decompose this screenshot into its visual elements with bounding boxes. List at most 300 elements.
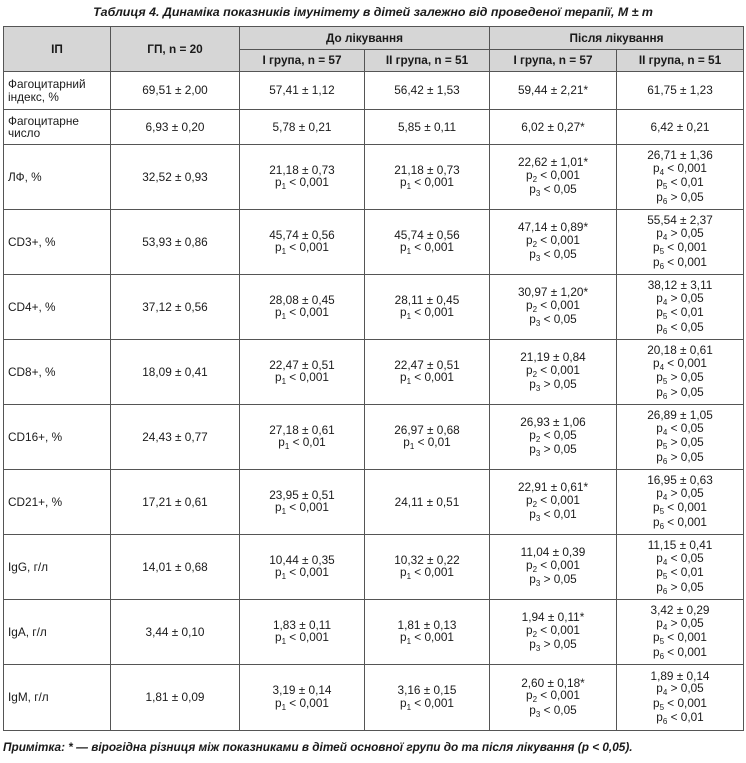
p-symbol: p [656,175,663,189]
cell-gp: 69,51 ± 2,00 [111,72,240,110]
p-value-line [621,552,739,567]
p-comparison: < 0,001 [411,630,454,644]
value-line: 1,81 ± 0,13 [397,617,457,632]
value-line: 56,42 ± 1,53 [394,83,460,98]
value-line: 61,75 ± 1,23 [647,83,713,98]
p-index: 6 [659,521,665,531]
value-line: 2,60 ± 0,18* [521,675,585,690]
cell-a2 [617,665,744,731]
p-comparison: < 0,01 [667,175,704,189]
p-index: 3 [535,319,541,329]
p-symbol: p [400,175,407,189]
p-symbol: p [403,435,410,449]
value-line: 22,47 ± 0,51 [269,357,335,372]
p-symbol: p [656,550,663,565]
p-value-line [621,386,739,401]
p-comparison: < 0,001 [664,644,707,659]
p-value-line [621,501,739,516]
cell-a2 [617,275,744,340]
value-line: 26,89 ± 1,05 [647,408,713,422]
cell-gp: 53,93 ± 0,86 [111,210,240,275]
p-index: 6 [662,717,668,726]
p-index: 1 [281,572,287,581]
cell-a2 [617,110,744,145]
p-symbol: p [656,579,663,594]
p-value-line [244,436,360,451]
p-index: 1 [281,182,287,191]
value-line: 23,95 ± 0,51 [269,487,335,502]
p-symbol: p [275,565,282,579]
p-index: 4 [662,557,668,567]
p-symbol: p [400,370,407,384]
p-value-line [369,436,485,451]
p-symbol: p [656,189,663,204]
p-index: 3 [535,449,541,459]
p-index: 1 [284,442,290,451]
p-comparison: > 0,05 [667,290,704,305]
p-comparison: < 0,05 [540,702,577,717]
cell-b1 [240,145,365,210]
cell-gp: 18,09 ± 0,41 [111,340,240,405]
p-symbol: p [653,695,660,710]
p-value-line [494,234,612,249]
header-row-top [4,27,744,50]
p-index: 6 [662,456,668,466]
p-symbol: p [656,449,663,464]
p-comparison: > 0,05 [667,225,704,240]
p-value-line [494,169,612,184]
p-symbol: p [656,225,663,240]
value-line: 3,16 ± 0,15 [397,683,457,697]
table-row [4,145,744,210]
p-comparison: < 0,001 [664,514,707,529]
cell-gp: 32,52 ± 0,93 [111,145,240,210]
value-line: 3,19 ± 0,14 [272,683,332,697]
p-symbol: p [529,702,536,717]
p-value-line [621,371,739,386]
p-comparison: < 0,001 [664,160,707,175]
p-symbol: p [656,681,663,695]
p-symbol: p [656,565,663,579]
row-label: Фагоцитарне число [4,110,111,145]
p-value-line [621,617,739,632]
p-symbol: p [529,507,536,522]
cell-b2 [365,275,490,340]
p-comparison: < 0,001 [537,557,580,572]
p-comparison: < 0,001 [286,175,329,189]
p-index: 6 [662,391,668,401]
cell-gp: 37,12 ± 0,56 [111,275,240,340]
p-comparison: > 0,05 [667,370,704,384]
cell-gp: 14,01 ± 0,68 [111,535,240,600]
p-index: 3 [535,709,541,719]
p-symbol: p [653,644,660,659]
p-comparison: < 0,01 [540,507,577,522]
p-symbol: p [656,384,663,399]
header-before-group2: ІІ група, n = 51 [365,50,490,72]
p-symbol: p [275,695,282,710]
value-line: 11,04 ± 0,39 [520,545,586,560]
cell-gp: 3,44 ± 0,10 [111,600,240,665]
row-label: IgG, г/л [4,535,111,600]
p-index: 4 [659,362,665,372]
value-line: 26,93 ± 1,06 [520,415,586,430]
p-symbol: p [278,435,285,449]
p-index: 5 [662,377,668,386]
p-value-line [621,227,739,242]
p-value-line [621,646,739,661]
p-index: 1 [406,312,412,321]
p-index: 6 [662,196,668,206]
p-symbol: p [653,630,660,644]
p-comparison: < 0,001 [664,240,707,254]
p-index: 5 [662,182,668,191]
p-index: 3 [535,644,541,654]
p-comparison: < 0,001 [537,167,580,182]
p-value-line [369,697,485,712]
p-index: 2 [532,239,538,249]
p-symbol: p [529,377,536,392]
p-index: 1 [406,572,412,581]
p-value-line [621,697,739,712]
p-comparison: < 0,001 [286,305,329,319]
p-value-line [494,559,612,574]
p-comparison: > 0,05 [667,449,704,464]
p-comparison: > 0,05 [540,442,577,457]
p-symbol: p [656,319,663,334]
p-symbol: p [656,420,663,435]
p-symbol: p [656,615,663,630]
p-value-line [494,364,612,379]
p-index: 1 [406,637,412,646]
p-symbol: p [529,427,536,442]
p-comparison: < 0,05 [540,247,577,262]
cell-b2 [365,535,490,600]
p-value-line [621,711,739,726]
value-line: 6,42 ± 0,21 [650,119,710,134]
cell-a1 [490,600,617,665]
p-value-line [494,248,612,263]
p-symbol: p [526,297,533,312]
table-caption: Таблиця 4. Динаміка показників імунітету в дітей залежно від проведеної терапії, M ± m [93,5,653,19]
p-value-line [621,422,739,437]
p-index: 1 [406,702,412,712]
p-symbol: p [526,557,533,572]
p-value-line [621,256,739,271]
p-comparison: < 0,001 [664,695,707,710]
value-line: 21,19 ± 0,84 [520,350,586,365]
cell-b1 [240,275,365,340]
p-value-line [494,378,612,393]
p-value-line [369,306,485,321]
value-line: 16,95 ± 0,63 [647,473,713,487]
value-line: 26,97 ± 0,68 [394,422,460,437]
p-comparison: > 0,05 [540,377,577,392]
p-symbol: p [656,485,663,500]
p-comparison: < 0,05 [667,420,704,435]
value-line: 10,44 ± 0,35 [269,552,335,567]
p-index: 2 [532,629,538,639]
cell-a1 [490,110,617,145]
p-value-line [494,299,612,314]
cell-b1 [240,665,365,731]
p-comparison: < 0,05 [667,550,704,565]
p-value-line [621,176,739,191]
header-after: Після лікування [490,27,744,50]
p-value-line [621,321,739,336]
p-symbol: p [400,630,407,644]
p-value-line [621,451,739,466]
p-symbol: p [653,160,660,175]
p-index: 1 [281,637,287,646]
row-label: IgM, г/л [4,665,111,731]
cell-b2 [365,470,490,535]
p-symbol: p [400,695,407,710]
p-value-line [244,371,360,386]
p-symbol: p [275,175,282,189]
p-symbol: p [400,305,407,319]
p-comparison: < 0,001 [664,500,707,514]
p-comparison: < 0,001 [411,305,454,319]
p-comparison: < 0,001 [286,695,329,710]
value-line: 6,02 ± 0,27* [521,119,585,134]
p-comparison: > 0,05 [667,615,704,630]
p-value-line [621,581,739,596]
value-line: 26,71 ± 1,36 [647,148,713,162]
p-comparison: < 0,01 [667,710,704,724]
value-line: 3,42 ± 0,29 [650,603,710,617]
p-index: 4 [662,492,668,502]
p-value-line [621,682,739,697]
cell-b2 [365,145,490,210]
p-symbol: p [529,442,536,457]
cell-a1 [490,340,617,405]
header-gp: ГП, n = 20 [111,27,240,72]
p-value-line [621,516,739,531]
p-symbol: p [529,312,536,327]
p-comparison: < 0,001 [537,297,580,312]
p-symbol: p [653,500,660,514]
value-line: 59,44 ± 2,21* [517,83,589,98]
p-value-line [621,631,739,646]
p-symbol: p [526,622,533,637]
table-row [4,275,744,340]
p-index: 1 [281,377,287,386]
p-index: 4 [662,427,668,437]
p-comparison: < 0,001 [537,688,580,703]
value-line: 11,15 ± 0,41 [647,538,713,552]
p-value-line [244,631,360,646]
table-body [4,72,744,731]
p-comparison: < 0,001 [411,175,454,189]
table-row [4,72,744,110]
p-symbol: p [656,305,663,319]
value-line: 24,11 ± 0,51 [394,494,460,509]
p-comparison: < 0,001 [537,492,580,507]
p-value-line [621,241,739,256]
p-value-line [369,176,485,191]
cell-a1 [490,405,617,470]
cell-a2 [617,470,744,535]
p-comparison: < 0,001 [411,240,454,254]
p-index: 1 [281,247,287,256]
cell-b2 [365,210,490,275]
cell-a2 [617,535,744,600]
p-index: 6 [659,261,665,271]
value-line: 22,91 ± 0,61* [517,480,589,495]
row-label: CD8+, % [4,340,111,405]
p-comparison: > 0,05 [667,189,704,204]
p-symbol: p [526,688,533,703]
p-index: 4 [662,622,668,632]
p-index: 6 [662,326,668,336]
cell-a1 [490,275,617,340]
table-note: Примітка: * — вірогідна різниця між показниками в дітей основної групи до та після лікування (p < 0,05). [3,740,633,754]
p-value-line [621,162,739,177]
cell-b2 [365,110,490,145]
table-row [4,340,744,405]
p-symbol: p [526,232,533,247]
cell-a1 [490,470,617,535]
p-value-line [244,501,360,516]
p-value-line [621,436,739,451]
value-line: 45,74 ± 0,56 [394,227,460,242]
p-value-line [244,697,360,712]
cell-b1 [240,535,365,600]
p-comparison: < 0,05 [667,319,704,334]
value-line: 1,94 ± 0,11* [521,610,585,625]
p-index: 2 [532,499,538,509]
p-symbol: p [275,630,282,644]
p-value-line [244,306,360,321]
value-line: 45,74 ± 0,56 [269,227,335,242]
value-line: 5,85 ± 0,11 [397,119,457,134]
p-comparison: > 0,05 [540,572,577,587]
p-index: 1 [406,182,412,191]
p-index: 1 [281,507,287,516]
header-after-group2: ІІ група, n = 51 [617,50,744,72]
cell-b1 [240,470,365,535]
p-index: 2 [532,564,538,574]
cell-b1 [240,210,365,275]
p-index: 4 [662,688,668,697]
row-label: CD21+, % [4,470,111,535]
p-symbol: p [656,290,663,305]
p-index: 3 [535,514,541,524]
p-comparison: < 0,001 [286,500,329,514]
header-ip: ІП [4,27,111,72]
cell-a1 [490,210,617,275]
cell-gp: 17,21 ± 0,61 [111,470,240,535]
p-comparison: < 0,001 [411,370,454,384]
cell-b1 [240,72,365,110]
p-index: 1 [406,377,412,386]
p-index: 2 [535,434,541,444]
table-row [4,470,744,535]
value-line: 47,14 ± 0,89* [517,220,589,235]
cell-a2 [617,145,744,210]
p-comparison: < 0,001 [537,622,580,637]
row-label: Фагоцитарний індекс, % [4,72,111,110]
p-index: 6 [659,651,665,661]
p-value-line [494,494,612,509]
cell-a1 [490,72,617,110]
cell-a1 [490,665,617,731]
p-comparison: < 0,05 [540,427,577,442]
p-value-line [621,487,739,502]
value-line: 1,89 ± 0,14 [650,668,710,683]
p-symbol: p [653,254,660,269]
immunity-table [3,26,744,731]
p-index: 5 [659,702,665,712]
p-index: 1 [281,702,287,712]
p-symbol: p [656,710,663,724]
cell-a2 [617,72,744,110]
value-line: 22,47 ± 0,51 [394,357,460,372]
p-symbol: p [653,240,660,254]
p-comparison: < 0,01 [667,565,704,579]
p-value-line [494,689,612,704]
p-symbol: p [529,182,536,197]
p-value-line [244,241,360,256]
value-line: 30,97 ± 1,20* [517,285,589,300]
p-symbol: p [656,435,663,449]
p-comparison: > 0,05 [667,384,704,399]
header-after-group1: І група, n = 57 [490,50,617,72]
cell-b1 [240,340,365,405]
p-value-line [244,176,360,191]
cell-a2 [617,405,744,470]
p-comparison: > 0,05 [667,579,704,594]
p-value-line [244,566,360,581]
p-comparison: < 0,01 [667,305,704,319]
p-comparison: < 0,001 [664,630,707,644]
p-index: 5 [659,247,665,256]
p-value-line [494,313,612,328]
cell-b2 [365,600,490,665]
p-value-line [494,443,612,458]
value-line: 21,18 ± 0,73 [269,162,335,177]
p-value-line [494,183,612,198]
p-index: 3 [535,384,541,394]
p-comparison: < 0,01 [414,435,451,449]
p-symbol: p [275,370,282,384]
row-label: CD4+, % [4,275,111,340]
p-comparison: > 0,05 [667,435,704,449]
p-index: 4 [662,232,668,242]
p-value-line [369,631,485,646]
p-symbol: p [275,500,282,514]
p-value-line [621,191,739,206]
p-comparison: < 0,05 [540,312,577,327]
row-label: CD16+, % [4,405,111,470]
p-index: 3 [535,579,541,589]
p-symbol: p [529,572,536,587]
value-line: 27,18 ± 0,61 [269,422,335,437]
p-index: 1 [406,247,412,256]
p-comparison: < 0,05 [540,182,577,197]
cell-b2 [365,72,490,110]
p-index: 5 [659,637,665,646]
table-row [4,665,744,731]
table-row [4,110,744,145]
cell-a2 [617,600,744,665]
p-value-line [494,638,612,653]
p-symbol: p [656,370,663,384]
cell-b1 [240,600,365,665]
p-value-line [621,566,739,581]
row-label: CD3+, % [4,210,111,275]
